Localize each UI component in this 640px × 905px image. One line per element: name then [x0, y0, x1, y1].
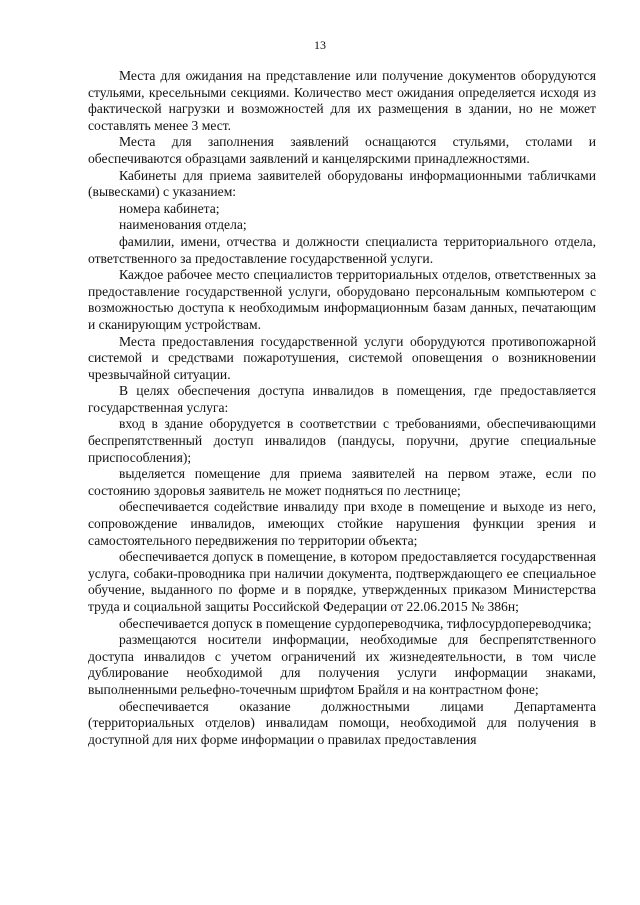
- paragraph-disability-access: В целях обеспечения доступа инвалидов в помещения, где предоставляется государственная услуга:: [88, 383, 596, 415]
- paragraph-workstations: Каждое рабочее место специалистов территориальных отделов, ответственных за предоставление государственной услуги, оборудовано персональным компьютером с возможностью доступа к необходимым информационным базам данных, печатающим и сканирующим устройствам.: [88, 267, 596, 332]
- page-number: 13: [314, 38, 326, 52]
- list-item-department-name: наименования отдела;: [119, 217, 247, 233]
- list-item-information-carriers: размещаются носители информации, необходимые для беспрепятственного доступа инвалидов с учетом ограничений их жизнедеятельности, в том числе дублирование необходимой для получения услуги информации знаками, выполненными рельефно-точечным шрифтом Брайля и на контрастном фоне;: [88, 632, 596, 697]
- paragraph-office-signs: Кабинеты для приема заявителей оборудованы информационными табличками (вывесками) с указанием:: [88, 167, 596, 200]
- list-item-guide-dog: обеспечивается допуск в помещение, в котором предоставляется государственная услуга, собаки-проводника при наличии документа, подтверждающего ее специальное обучение, выданного по форме и в порядке, утвержденных приказом Министерства труда и социальной защиты Российской Федерации от 22.06.2015 № 386н;: [88, 549, 596, 614]
- list-item-specialist-name: фамилии, имени, отчества и должности специалиста территориального отдела, ответственного за предоставление государственной услуги.: [88, 233, 596, 266]
- list-item-office-number: номера кабинета;: [119, 200, 220, 216]
- paragraph-fire-safety: Места предоставления государственной услуги оборудуются противопожарной системой и средствами пожаротушения, системой оповещения о возникновении чрезвычайной ситуации.: [88, 333, 596, 382]
- list-item-assistance: обеспечивается содействие инвалиду при входе в помещение и выходе из него, сопровождение инвалидов, имеющих стойкие нарушения функции зрения и самостоятельного передвижения по территории объекта;: [88, 499, 596, 548]
- paragraph-waiting-areas: Места для ожидания на представление или получение документов оборудуются стульями, кресельными секциями. Количество мест ожидания определяется исходя из фактической нагрузки и возможностей для их размещения в здании, но не может составлять менее 3 мест.: [88, 68, 596, 133]
- paragraph-form-filling-areas: Места для заполнения заявлений оснащаются стульями, столами и обеспечиваются образцами заявлений и канцелярскими принадлежностями.: [88, 134, 596, 166]
- list-item-entrance: вход в здание оборудуется в соответствии с требованиями, обеспечивающими беспрепятственный доступ инвалидов (пандусы, поручни, другие специальные приспособления);: [88, 416, 596, 465]
- list-item-staff-help: обеспечивается оказание должностными лицами Департамента (территориальных отделов) инвалидам помощи, необходимой для получения в доступной для них форме информации о правилах предоставления: [88, 698, 596, 747]
- list-item-ground-floor: выделяется помещение для приема заявителей на первом этаже, если по состоянию здоровья заявитель не может подняться по лестнице;: [88, 466, 596, 498]
- body-text: [88, 68, 596, 748]
- list-item-sign-interpreter: обеспечивается допуск в помещение сурдопереводчика, тифлосурдопереводчика;: [119, 615, 592, 631]
